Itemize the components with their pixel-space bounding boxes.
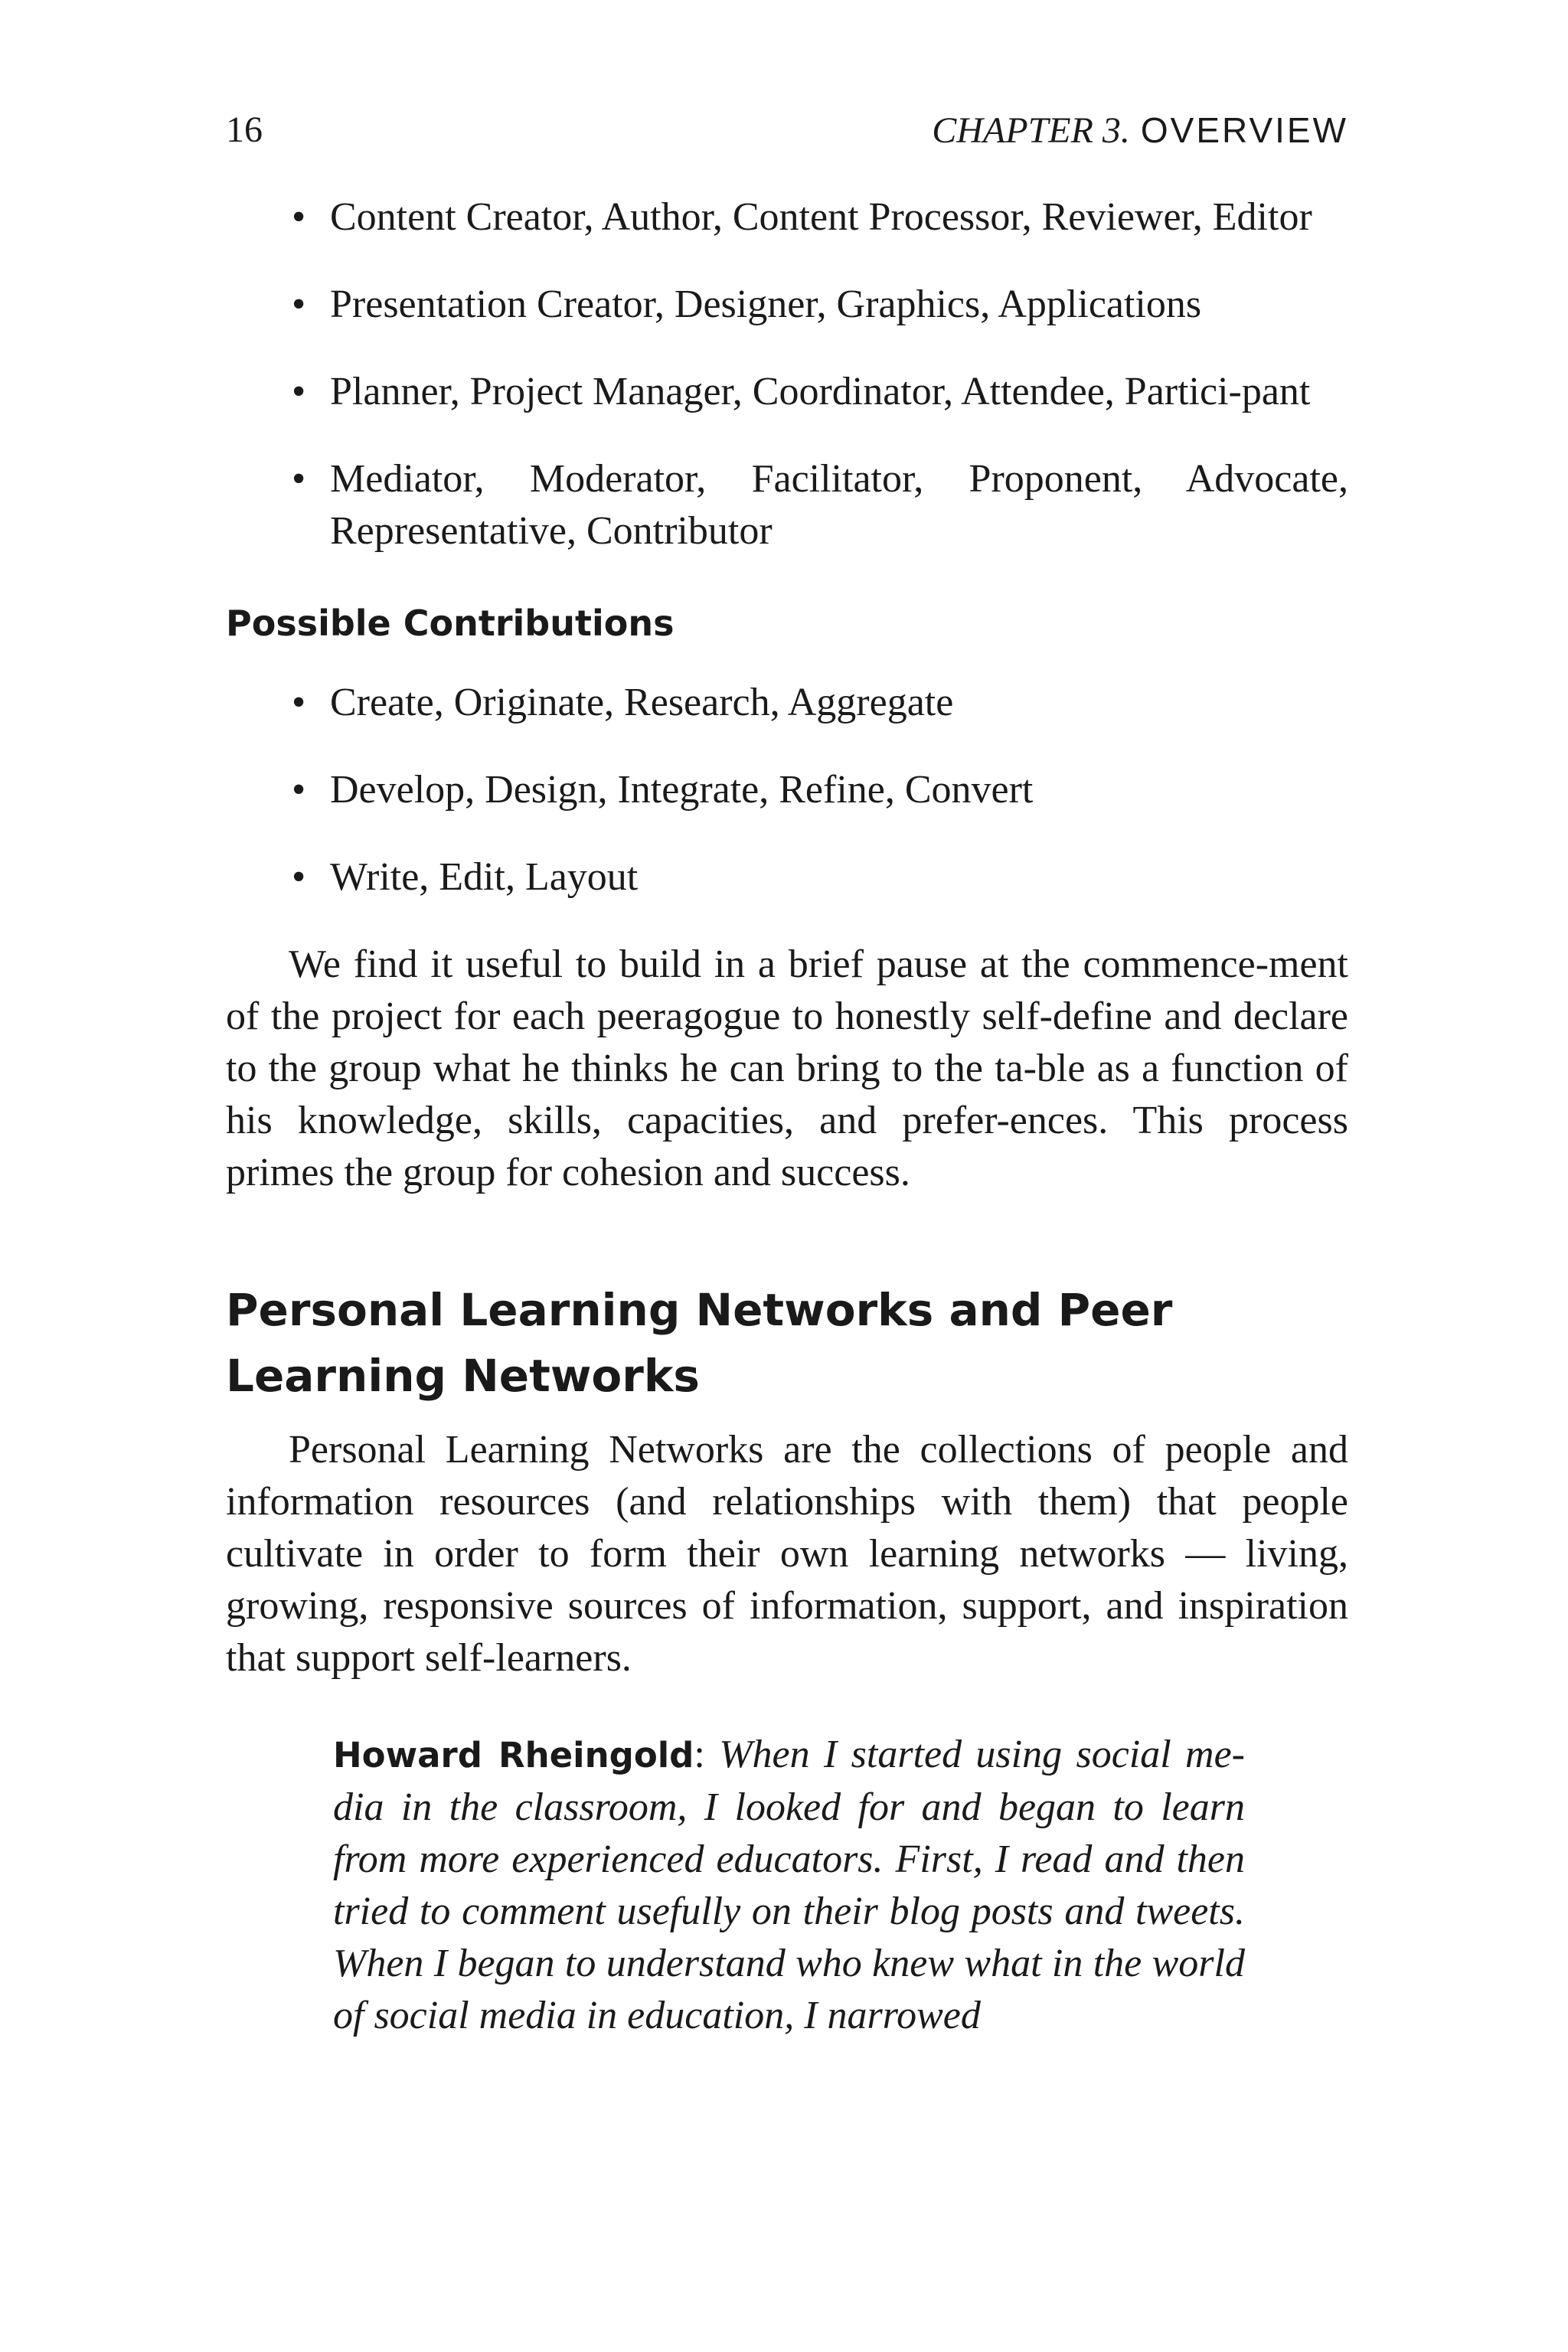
contributions-list: [226, 677, 1348, 903]
book-page: [226, 100, 1348, 2042]
list-item: • Write, Edit, Layout: [330, 851, 1348, 903]
chapter-title: [932, 100, 1348, 162]
page-number: 16: [226, 109, 263, 150]
list-item: • Develop, Design, Integrate, Refine, Convert: [330, 764, 1348, 816]
list-item: • Presentation Creator, Designer, Graphics, Applications: [330, 279, 1348, 331]
running-head: [226, 100, 1348, 161]
section-heading: Personal Learning Networks and Peer Learning Networks: [226, 1284, 1173, 1402]
list-item: • Content Creator, Author, Content Processor, Reviewer, Editor: [330, 191, 1348, 243]
body-paragraph: We find it useful to build in a brief pause at the commence-ment of the project for each peeragogue to honestly self-define and declare to the group what he thinks he can bring to the ta-ble as a function of his knowledge, skills, capacities, and prefer-ences. This process primes the group for cohesion and success.: [226, 942, 1348, 1194]
contributions-heading: Possible Contributions: [226, 603, 675, 644]
chapter-label: CHAPTER 3.: [932, 110, 1130, 151]
list-item: • Mediator, Moderator, Facilitator, Proponent, Advocate, Representative, Contributor: [330, 453, 1348, 557]
body-paragraph: Personal Learning Networks are the collections of people and information resources (and relationships with them) that people cultivate in order to form their own learning networks — living, growing, responsive sources of information, support, and inspiration that support self-learners.: [226, 1428, 1348, 1680]
block-quote: Howard Rheingold: When I started using social me-dia in the classroom, I looked for and began to learn from more experienced educators. First, I read and then tried to comment usefully on their blog posts and tweets. When I began to understand who knew what in the world of social media in education, I narrowed: [333, 1733, 1245, 2037]
list-item: • Create, Originate, Research, Aggregate: [330, 677, 1348, 729]
chapter-name: OVERVIEW: [1140, 110, 1348, 150]
quote-text: When I started using social me-dia in the classroom, I looked for and began to learn from more experienced educators. First, I read and then tried to comment usefully on their blog posts and tweets. When I began to understand who knew what in the world of social media in education, I narrowed: [333, 1733, 1245, 2037]
list-item: • Planner, Project Manager, Coordinator, Attendee, Partici-pant: [330, 366, 1348, 418]
roles-list: [226, 191, 1348, 557]
quote-speaker: Howard Rheingold: [333, 1735, 694, 1775]
